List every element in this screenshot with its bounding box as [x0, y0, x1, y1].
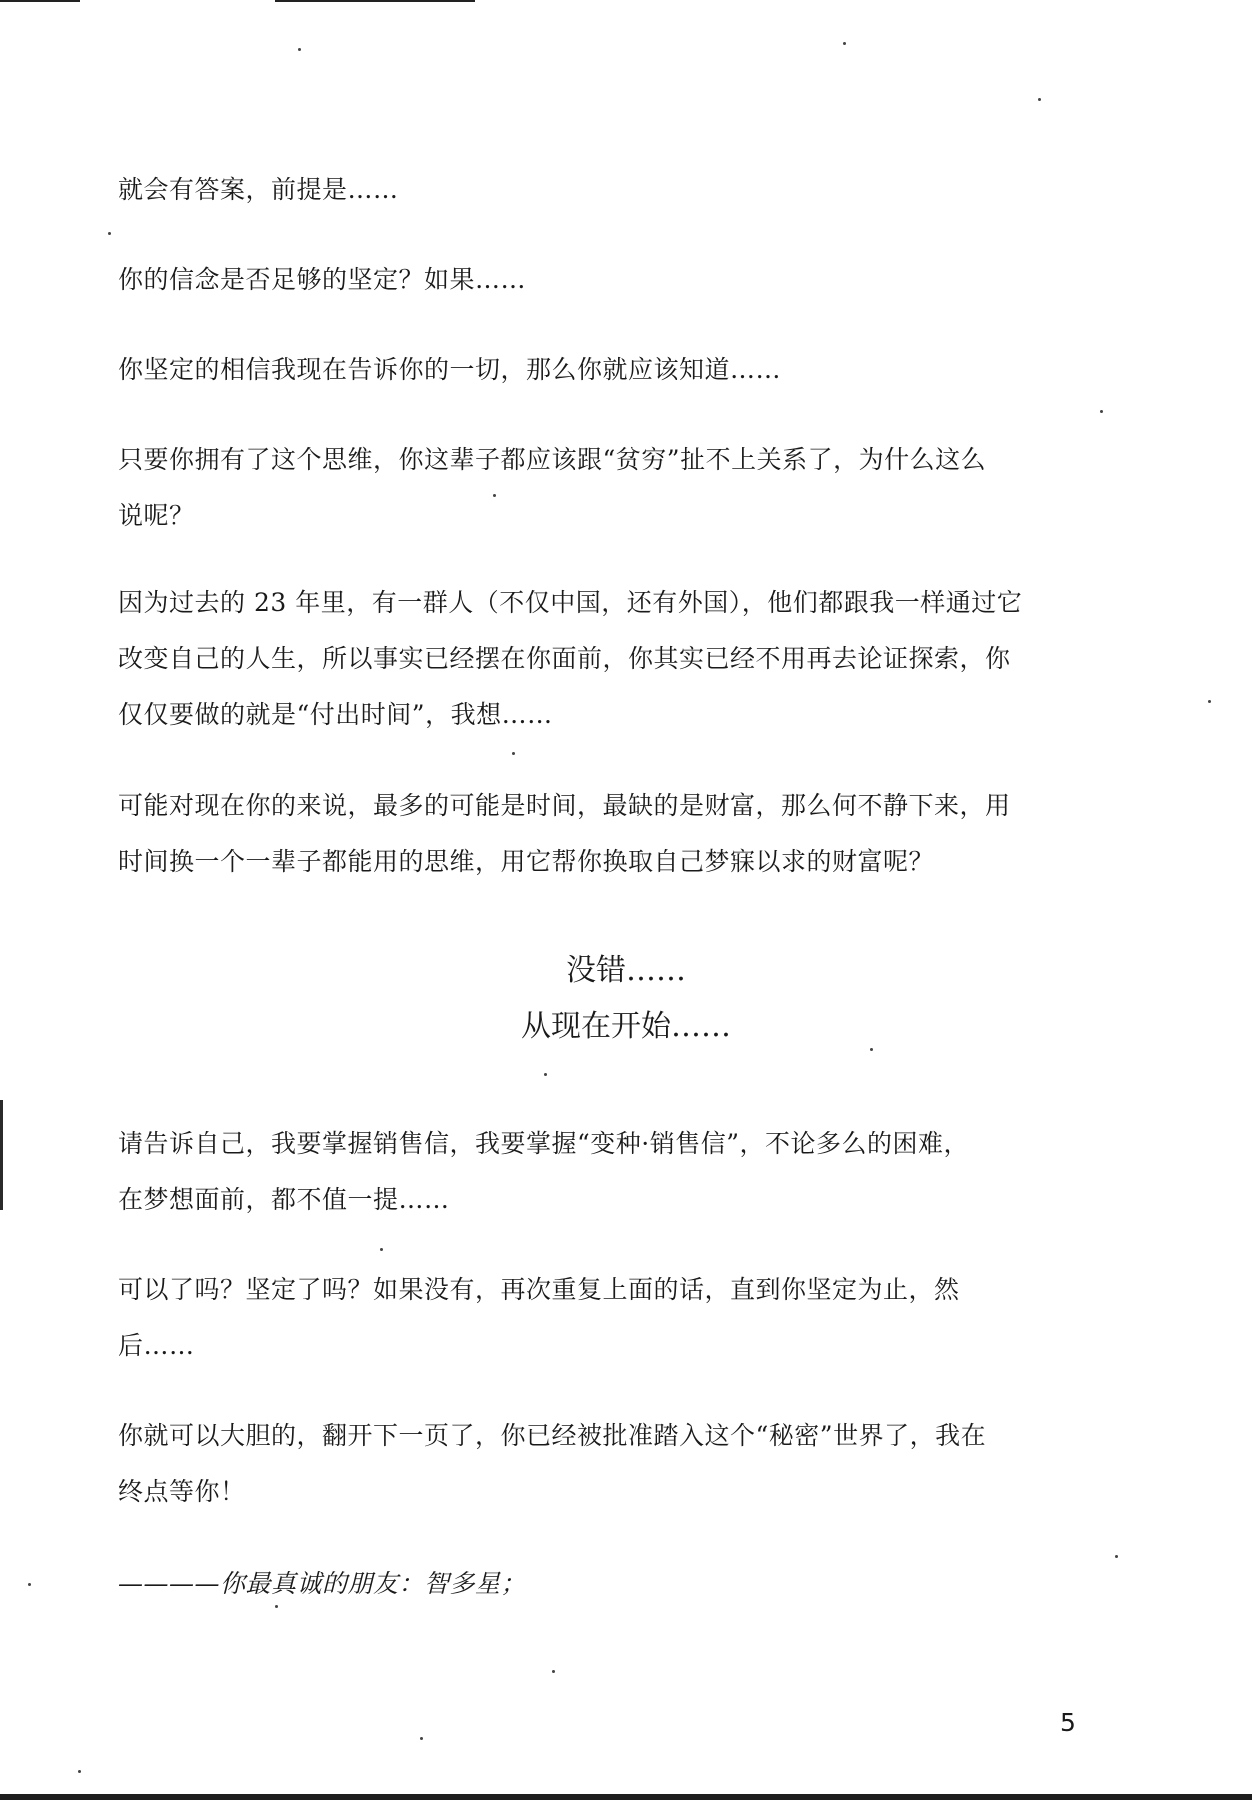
- text-line: 后……: [118, 1331, 195, 1360]
- paragraph: [118, 252, 1088, 308]
- paragraph: [118, 778, 1088, 890]
- text-line: 改变自己的人生，所以事实已经摆在你面前，你其实已经不用再去论证探索，你: [118, 644, 1011, 673]
- text-line: 仅仅要做的就是“付出时间”，我想……: [118, 700, 553, 729]
- text-line: 可以了吗？坚定了吗？如果没有，再次重复上面的话，直到你坚定为止，然: [118, 1275, 960, 1304]
- text-line: 说呢？: [118, 501, 195, 530]
- scan-speck: [544, 1073, 547, 1076]
- scan-speck: [843, 42, 846, 45]
- text-line: 你的信念是否足够的坚定？如果……: [118, 265, 527, 294]
- text-line: 因为过去的 23 年里，有一群人（不仅中国，还有外国），他们都跟我一样通过它: [118, 588, 1023, 617]
- scan-left-edge: [0, 1100, 3, 1210]
- text-line: 在梦想面前，都不值一提……: [118, 1185, 450, 1214]
- scan-speck: [420, 1737, 423, 1740]
- scan-speck: [1115, 1555, 1118, 1558]
- scan-speck: [1100, 410, 1103, 413]
- signature: ————你最真诚的朋友：智多星；: [118, 1569, 527, 1598]
- scan-speck: [78, 1770, 81, 1773]
- text-line: 终点等你！: [118, 1477, 246, 1506]
- text-line: 可能对现在你的来说，最多的可能是时间，最缺的是财富，那么何不静下来，用: [118, 791, 1011, 820]
- text-line: 你坚定的相信我现在告诉你的一切，那么你就应该知道……: [118, 355, 782, 384]
- paragraph: [118, 1116, 1088, 1228]
- scan-speck: [28, 1583, 31, 1586]
- paragraph: [118, 575, 1088, 743]
- scan-speck: [552, 1670, 555, 1673]
- paragraph: [118, 1262, 1088, 1374]
- text-line: 就会有答案，前提是……: [118, 175, 399, 204]
- scan-top-rule: [0, 0, 80, 2]
- paragraph: [118, 162, 1088, 218]
- scan-speck: [108, 232, 111, 235]
- scan-bottom-edge: [0, 1794, 1252, 1800]
- text-line: 只要你拥有了这个思维，你这辈子都应该跟“贫穷”扯不上关系了，为什么这么: [118, 445, 987, 474]
- paragraph: [118, 342, 1088, 398]
- centered-heading: 没错……: [566, 953, 686, 988]
- page-number: 5: [1060, 1708, 1076, 1737]
- scan-speck: [1038, 98, 1041, 101]
- centered-heading: 从现在开始……: [521, 1009, 731, 1044]
- scan-speck: [298, 48, 301, 51]
- paragraph: [118, 432, 1088, 544]
- paragraph: [118, 1408, 1088, 1520]
- text-line: 时间换一个一辈子都能用的思维，用它帮你换取自己梦寐以求的财富呢？: [118, 847, 935, 876]
- scan-top-rule: [275, 0, 475, 2]
- text-line: 你就可以大胆的，翻开下一页了，你已经被批准踏入这个“秘密”世界了，我在: [118, 1421, 987, 1450]
- scan-speck: [380, 1248, 383, 1251]
- text-line: 请告诉自己，我要掌握销售信，我要掌握“变种·销售信”，不论多么的困难，: [118, 1129, 970, 1158]
- scan-speck: [512, 752, 515, 755]
- scan-speck: [1208, 700, 1211, 703]
